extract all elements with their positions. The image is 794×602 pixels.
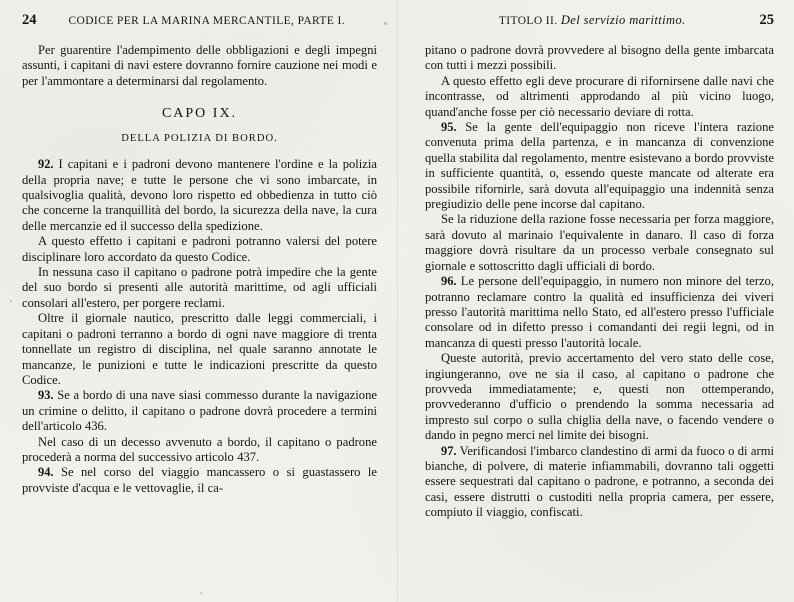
left-page-number: 24 xyxy=(22,12,37,28)
article-paragraph xyxy=(22,465,377,496)
paragraph: A questo effetto i capitani e padroni potranno valersi del potere disciplinare loro accordato da questo Codice. xyxy=(22,234,377,264)
right-running-head-section: TITOLO II. xyxy=(498,15,558,27)
paragraph: Se la riduzione della razione fosse necessaria per forza maggiore, sarà dovuto al marinaio l'equivalente in danaro. Il caso di forza maggiore dovrà risultare da un processo verbale consegnato sul giornale e sottoscritto dagli ufficiali di bordo. xyxy=(425,212,774,273)
article-number: 92. xyxy=(38,157,54,172)
article-number: 93. xyxy=(38,388,54,403)
paragraph-text: Le persone dell'equipaggio, in numero non minore del terzo, potranno reclamare contro la qualità ed insufficienza dei viveri presso l'autorità marittima nello Stato, ed all'estero presso l'ufficiale consolare od in difetto presso i comandanti dei regii legni, od in mancanza di questi presso l'autorità locale. xyxy=(425,274,774,350)
paragraph: In nessuna caso il capitano o padrone potrà impedire che la gente del suo bordo si presenti alle autorità marittime, od agli ufficiali consolari all'estero, per porgere reclami. xyxy=(22,265,377,310)
article-paragraph xyxy=(22,388,377,434)
right-running-head xyxy=(425,12,774,29)
right-page-number: 25 xyxy=(759,12,774,28)
right-running-head-subject: Del servizio marittimo. xyxy=(560,13,686,27)
article-number: 95. xyxy=(441,120,457,135)
article-paragraph xyxy=(425,444,774,521)
paragraph-text: Se la gente dell'equipaggio non riceve l'intera razione convenuta prima della partenza, e in mancanza di convenzione quella stabilita dal regolamento, mentre esistevano a bordo provviste in sufficiente quantità, o, essendo queste mancate od alterate era possibile rifornirle, sarà dovuta all'equipaggio una indennità senza pregiudizio delle pene incorse dal capitano. xyxy=(425,120,774,212)
right-page xyxy=(397,0,794,602)
paragraph-text: I capitani e i padroni devono mantenere l'ordine e la polizia della propria nave; e tutte le persone che vi sono imbarcate, in qualsivoglia qualità, devono loro rispetto ed obbedienza in tutto ciò che concerne la tranquillità del bordo, la sicurezza della nave, la cura delle mercanzie ed il successo della spedizione. xyxy=(22,157,377,233)
paragraph-text: Verificandosi l'imbarco clandestino di armi da fuoco o di armi bianche, di polvere, di materie infiammabili, dovranno tali oggetti essere sequestrati dal capitano o padrone, e potranno, a seconda dei casi, essere distrutti o custoditi nella propria camera, per essere, compiuto il viaggio, confiscati. xyxy=(425,443,774,520)
paragraph: Oltre il giornale nautico, prescritto dalle leggi commerciali, i capitani o padroni terranno a bordo di ogni nave maggiore di trenta tonnellate un registro di disciplina, nel quale saranno annotate le mancanze, le punizioni e tutte le indicazioni prescritte da questo Codice. xyxy=(22,311,377,387)
article-number: 94. xyxy=(38,465,54,480)
article-paragraph xyxy=(425,274,774,351)
article-paragraph xyxy=(22,157,377,234)
left-running-head-title: CODICE PER LA MARINA MERCANTILE, PARTE I. xyxy=(68,15,346,27)
paragraph-text: Se nel corso del viaggio mancassero o si guastassero le provviste d'acqua e le vettovaglie, il ca- xyxy=(22,465,377,495)
paragraph: Per guarentire l'adempimento delle obbligazioni e degli impegni assunti, i capitani di navi estere dovranno fornire cauzione nei modi e per l'ammontare a determinarsi dal regolamento. xyxy=(22,43,377,88)
right-running-head-title xyxy=(425,13,760,28)
article-paragraph xyxy=(425,120,774,212)
article-number: 96. xyxy=(441,274,457,289)
chapter-subheading: DELLA POLIZIA DI BORDO. xyxy=(121,133,278,145)
article-number: 97. xyxy=(441,443,457,458)
chapter-heading: CAPO IX. xyxy=(161,106,238,122)
paragraph: Nel caso di un decesso avvenuto a bordo, il capitano o padrone procederà a norma del successivo articolo 437. xyxy=(22,434,377,464)
left-running-head xyxy=(22,12,377,29)
paragraph: pitano o padrone dovrà provvedere al bisogno della gente imbarcata con tutti i mezzi possibili. xyxy=(425,43,774,73)
paragraph: A questo effetto egli deve procurare di rifornirsene dalle navi che incontrasse, od altrimenti approdando al più vicino luogo, quand'anche fosse per ciò necessario deviare di rotta. xyxy=(425,73,774,119)
paragraph-text: Se a bordo di una nave siasi commesso durante la navigazione un crimine o delitto, il capitano o padrone dovrà procedere a termini dell'articolo 436. xyxy=(22,388,377,434)
paragraph: Queste autorità, previo accertamento del vero stato delle cose, ingiungeranno, ove ne sia il caso, al capitano o padrone che provveda immediatamente; e, questi non ottemperando, provvederanno d'ufficio o prendendo la somma necessaria ad impresto sul corpo o sulla chiglia della nave, o facendo vendere o dando in pegno merci nel limite dei bisogni. xyxy=(425,351,774,443)
